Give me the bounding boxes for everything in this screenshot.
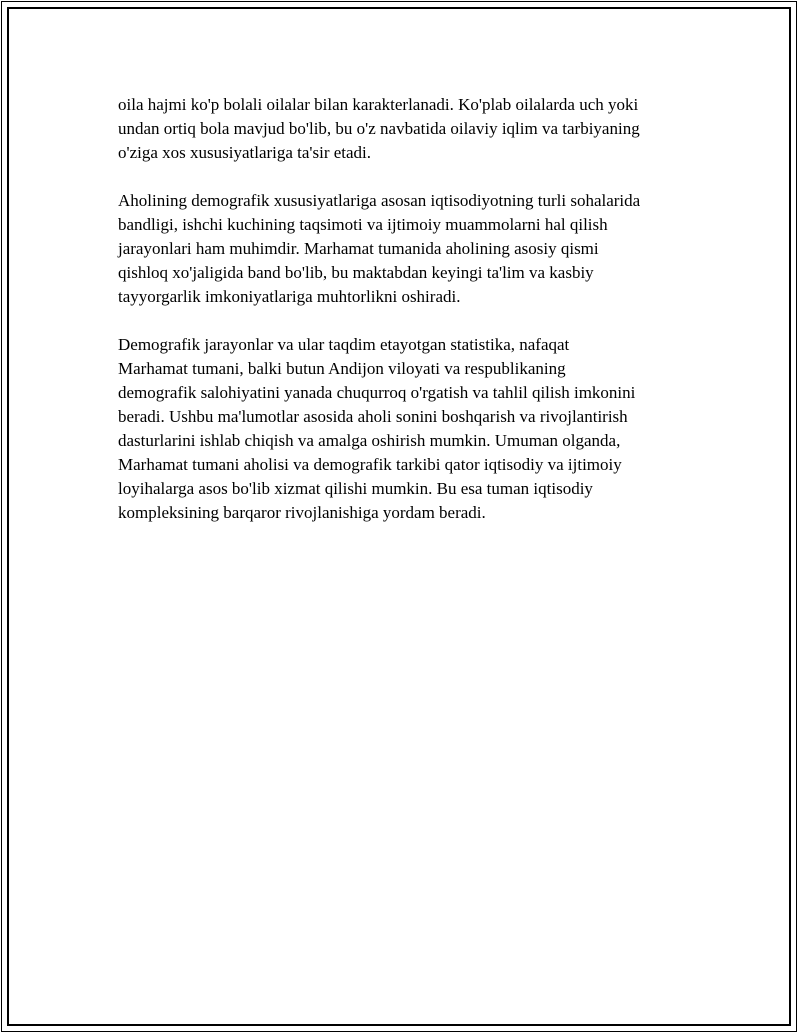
document-body [118,93,698,549]
paragraph: Aholining demografik xususiyatlariga asosan iqtisodiyotning turli sohalarida bandligi, ishchi kuchining taqsimoti va ijtimoiy muammolarni hal qilish jarayonlari ham muhimdir. Marhamat tumanida aholining asosiy qismi qishloq xo'jaligida band bo'lib, bu maktabdan keyingi ta'lim va kasbiy tayyorgarlik imkoniyatlariga muhtorlikni oshiradi. [118,191,641,306]
paragraph: oila hajmi ko'p bolali oilalar bilan karakterlanadi. Ko'plab oilalarda uch yoki undan ortiq bola mavjud bo'lib, bu o'z navbatida oilaviy iqlim va tarbiyaning o'ziga xos xususiyatlariga ta'sir etadi. [118,95,640,162]
paragraph: Demografik jarayonlar va ular taqdim etayotgan statistika, nafaqat Marhamat tumani, balki butun Andijon viloyati va respublikaning demografik salohiyatini yanada chuqurroq o'rgatish va tahlil qilish imkonini beradi. Ushbu ma'lumotlar asosida aholi sonini boshqarish va rivojlantirish dasturlarini ishlab chiqish va amalga oshirish mumkin. Umuman olganda, Marhamat tumani aholisi va demografik tarkibi qator iqtisodiy va ijtimoiy loyihalarga asos bo'lib xizmat qilishi mumkin. Bu esa tuman iqtisodiy kompleksining barqaror rivojlanishiga yordam beradi. [118,335,636,522]
